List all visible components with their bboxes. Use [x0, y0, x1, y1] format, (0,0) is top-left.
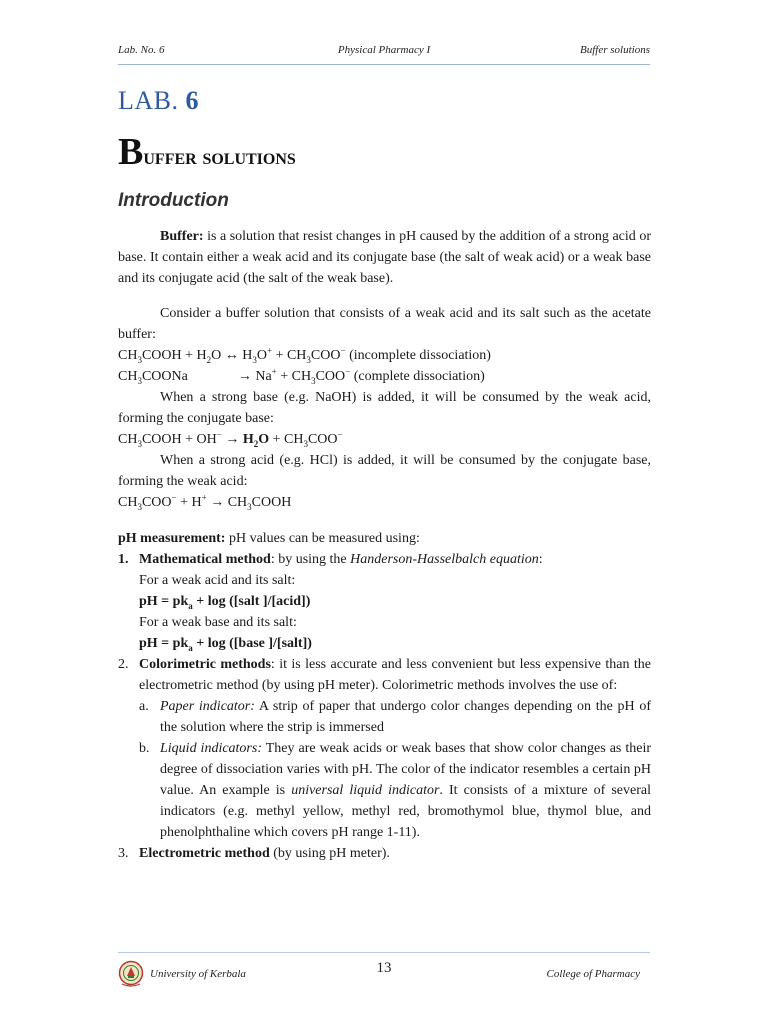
- footer-divider: [118, 952, 650, 953]
- header-course: Physical Pharmacy I: [337, 44, 431, 56]
- ph-measurement-term: pH measurement:: [118, 531, 226, 546]
- ph-measurement-intro-text: pH values can be measured using:: [225, 531, 420, 546]
- method-1-title: Mathematical method: [139, 552, 271, 567]
- equation-ph-acid: pH = $pk_a + \log$ ([salt ]/[acid]): [139, 594, 311, 611]
- method-item-1: [118, 549, 651, 654]
- page-number: 13: [376, 960, 392, 976]
- liquid-indicator-text: They are weak acids or weak bases that show color changes as their degree of dissociation varies with pH. The color of the indicator resembles a certain pH value. An example is: [160, 741, 651, 798]
- method-2-text: : it is less accurate and less convenient but less expensive than the electrometric method (by using pH meter). Colorimetric methods involves the use of:: [139, 657, 651, 693]
- equation-base-reaction: $CH_3COOH + OH^- \to H_2O + CH_3COO^-$: [118, 429, 343, 449]
- ph-measurement-section: [118, 528, 651, 864]
- liquid-indicator-term: Liquid indicators:: [160, 741, 262, 756]
- equation-2-desc: (complete dissociation): [353, 369, 485, 384]
- method-1-colon: :: [538, 552, 543, 567]
- acetate-buffer-block: [118, 303, 651, 513]
- lab-title: [118, 86, 199, 116]
- header-divider: [118, 64, 650, 65]
- strong-acid-paragraph: When a strong acid (e.g. HCl) is added, it will be consumed by the conjugate base, forming the weak acid:: [118, 453, 651, 489]
- method-1-number: 1.: [118, 552, 129, 567]
- indicator-item-b: [139, 738, 651, 843]
- indicator-item-a: [139, 696, 651, 738]
- weak-acid-caption: For a weak acid and its salt:: [139, 573, 296, 588]
- weak-base-caption: For a weak base and its salt:: [139, 615, 297, 630]
- page-header: [118, 44, 650, 60]
- equation-acid-reaction: $CH_3COO^- + H^+$ → $CH_3COOH$: [118, 492, 292, 512]
- method-3-text: (by using pH meter).: [269, 846, 390, 861]
- equation-ph-base-tail: + log ([base ]/[salt]): [192, 636, 312, 651]
- header-lab-number: Lab. No. 6: [118, 44, 165, 56]
- method-item-3: [118, 843, 651, 864]
- indicator-a-letter: a.: [139, 699, 149, 714]
- paper-indicator-text: A strip of paper that undergo color changes depending on the pH of the solution where the strip is immersed: [160, 699, 651, 735]
- lab-title-number: 6: [185, 86, 199, 115]
- buffer-definition-paragraph: [118, 226, 651, 289]
- method-2-title: Colorimetric methods: [139, 657, 271, 672]
- buffer-definition: is a solution that resist changes in pH caused by the addition of a strong acid or base. It contain either a weak acid and its conjugate base (the salt of weak acid) or a weak base and its conjugate acid (the salt of the weak base).: [118, 229, 651, 286]
- strong-base-paragraph: When a strong base (e.g. NaOH) is added, it will be consumed by the weak acid, forming the conjugate base:: [118, 390, 651, 426]
- consider-paragraph: Consider a buffer solution that consists of a weak acid and its salt such as the acetate buffer:: [118, 306, 651, 342]
- method-item-2: [118, 654, 651, 843]
- liquid-indicator-text-2: . It consists of a mixture of several indicators (e.g. methyl yellow, methyl red, bromothymol blue, thymol blue, and phenolphthaline which covers pH range 1-11).: [160, 783, 651, 840]
- equation-1-desc: (incomplete dissociation): [349, 348, 491, 363]
- method-3-title: Electrometric method: [139, 846, 270, 861]
- method-2-number: 2.: [118, 657, 129, 672]
- buffer-term: Buffer:: [160, 229, 204, 244]
- indicator-b-letter: b.: [139, 741, 150, 756]
- ph-measurement-intro: [118, 528, 651, 549]
- equation-ph-acid-tail: + log ([salt ]/[acid]): [192, 594, 311, 609]
- method-1-text: : by using the: [270, 552, 351, 567]
- paper-indicator-term: Paper indicator:: [160, 699, 255, 714]
- henderson-equation-name: Handerson-Hasselbalch equation: [350, 552, 539, 567]
- page-title: Buffer solutions: [118, 131, 296, 173]
- equation-ph-base: pH = $pk_a + \log$ ([base ]/[salt]): [139, 636, 312, 653]
- method-3-number: 3.: [118, 846, 129, 861]
- header-topic: Buffer solutions: [580, 44, 650, 56]
- footer-college: College of Pharmacy: [546, 968, 640, 980]
- lab-title-prefix: LAB.: [118, 86, 179, 115]
- equation-sodium-acetate: $CH_3COONa \to Na^+ + CH_3COO^-$ (complete dissociation): [118, 366, 485, 386]
- universal-indicator-term: universal liquid indicator: [291, 783, 440, 798]
- equation-acetic-acid: $CH_3COOH + H_2O$ ↔ $H_3O^+ + CH_3COO^-$ (incomplete dissociation): [118, 345, 491, 365]
- footer-university: University of Kerbala: [150, 968, 246, 980]
- section-heading: Introduction: [118, 190, 229, 211]
